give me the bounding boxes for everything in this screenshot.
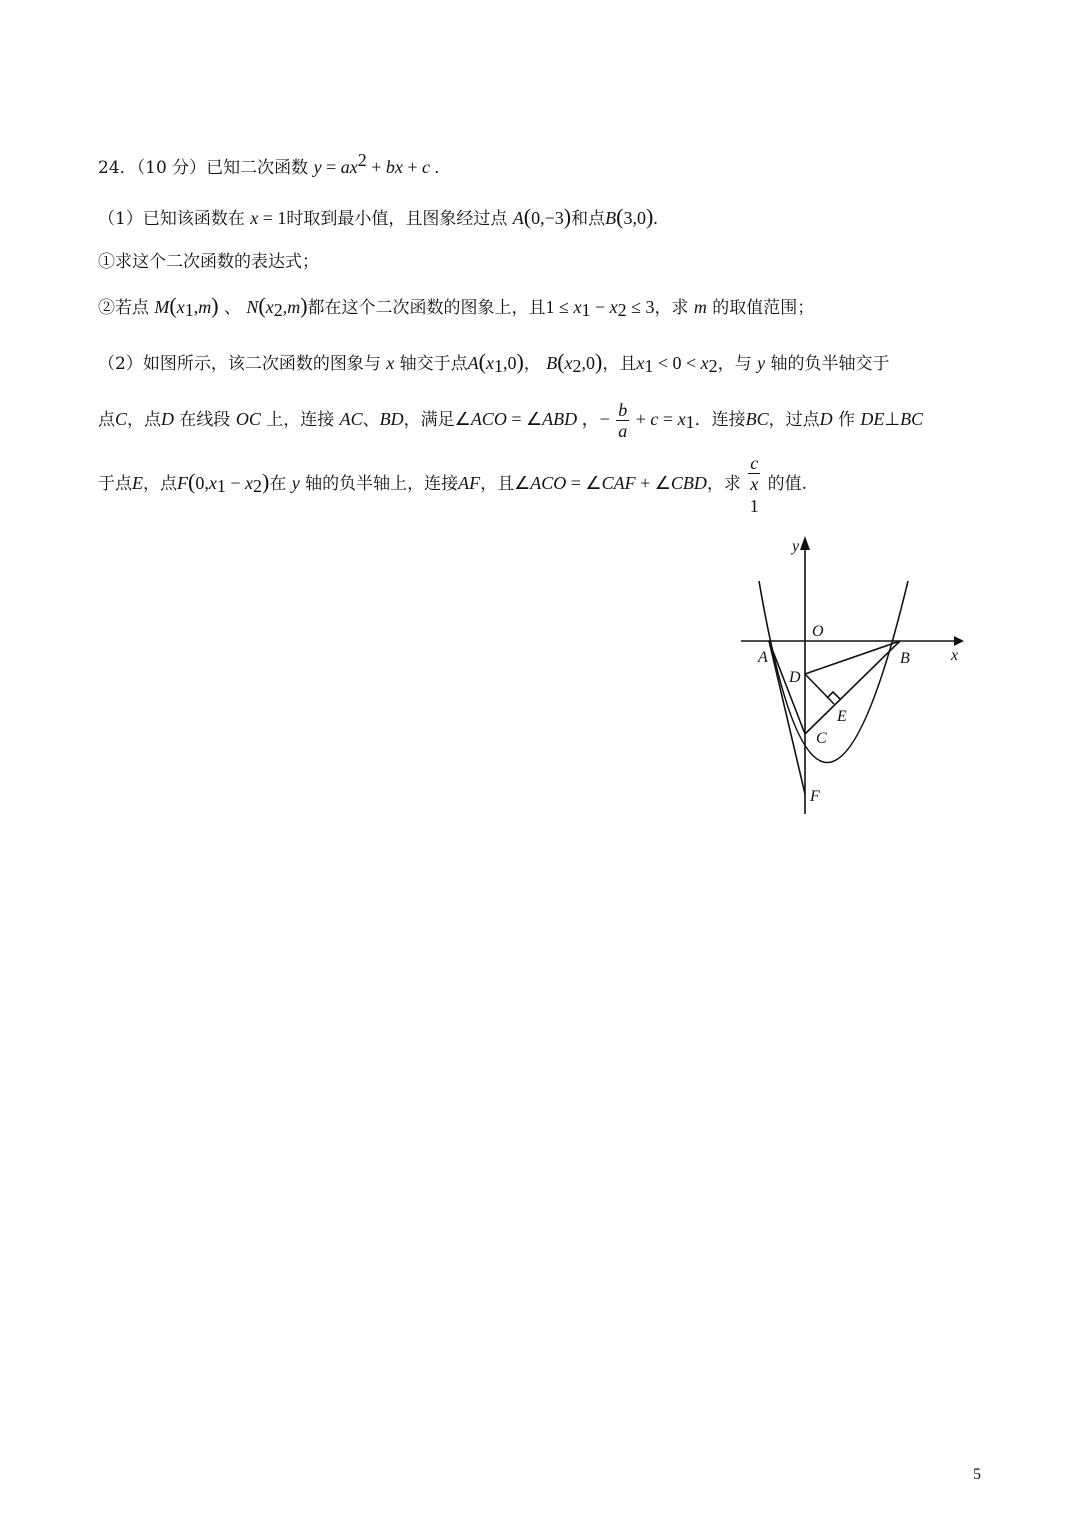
label-E: E	[837, 708, 847, 725]
q2-c: ，求	[654, 298, 689, 318]
part1-line: （1）已知该函数在 x = 1时取到最小值，且图象经过点 A(0,−3)和点B(3,0).	[98, 204, 658, 229]
p2-l1-b: 轴交于点	[399, 354, 468, 374]
p2-l3-c: 在	[269, 474, 287, 494]
label-y: y	[792, 538, 800, 555]
parabola-figure	[736, 534, 976, 824]
fraction-c-over-x1: c x $_1$	[749, 453, 759, 516]
part2-line2: 点C，点D 在线段 OC 上，连接 AC、BD，满足∠ACO = ∠ABD ，− $\frac{b}{a}$ + $c = x_1$．连接BC，过点D 作 DE⊥BC	[98, 400, 924, 441]
part2-line3: 于点E，点$F(0,x_1 - x_2)$在 y 轴的负半轴上，连接AF，且∠ACO = ∠CAF + ∠CBD，求 c x $_1$ 的值.	[98, 453, 808, 516]
header-text: 24．（10 分）已知二次函数	[98, 158, 309, 178]
p2-l3-f: ，求	[706, 474, 741, 494]
label-F: F	[810, 788, 820, 805]
p2-l2-g: ．连接	[694, 410, 746, 430]
part1-mid: 时取到最小值，且图象经过点	[286, 209, 508, 229]
label-O: O	[812, 623, 824, 640]
label-D: D	[789, 669, 801, 686]
label-C: C	[816, 730, 827, 747]
p2-l2-e: 、	[362, 410, 380, 430]
part1-and: 和点	[571, 209, 606, 229]
question-2: ②若点 $M(x_1,m)$ 、 $N(x_2,m)$都在这个二次函数的图象上，且$1 \le x_1 - x_2 \le 3$，求 m 的取值范围；	[98, 293, 815, 320]
p2-l2-b: ，点	[127, 410, 162, 430]
p2-l2-c: 在线段	[179, 410, 231, 430]
page-number: 5	[973, 1466, 981, 1483]
p2-l2-h: ，过点	[768, 410, 820, 430]
p2-l2-i: 作	[838, 410, 855, 430]
p2-l3-a: 于点	[98, 474, 132, 494]
q2-a: ②若点	[98, 298, 149, 318]
p2-l1-e: 轴的负半轴交于	[770, 354, 890, 374]
p2-l3-e: ，且	[480, 474, 515, 494]
segment-BC	[805, 641, 900, 734]
y-axis-arrow	[800, 536, 810, 550]
p2-l1-d: ，与	[717, 354, 752, 374]
p2-l1-c: ，且	[602, 354, 637, 374]
x-axis-arrow	[954, 636, 964, 646]
p2-l2-d: 上，连接	[266, 410, 335, 430]
q2-sep: 、	[223, 298, 241, 318]
p2-l2-f: ，满足	[403, 410, 455, 430]
part2-line1: （2）如图所示，该二次函数的图象与 x 轴交于点$A(x_1,0)$， $B(x_2,0)$，且$x_1 < 0 < x_2$，与 y 轴的负半轴交于	[98, 349, 890, 376]
p2-l3-g: 的值.	[767, 474, 808, 494]
p2-l1-a: （2）如图所示，该二次函数的图象与	[98, 354, 381, 374]
label-A: A	[758, 649, 768, 666]
q2-b: 都在这个二次函数的图象上，且	[307, 298, 546, 318]
p2-l3-b: ，点	[143, 474, 177, 494]
segment-AF	[769, 641, 805, 794]
part1-text: （1）已知该函数在	[98, 209, 245, 229]
p2-l2-a: 点	[98, 410, 115, 430]
p2-l3-d: 轴的负半轴上，连接	[305, 474, 459, 494]
q2-m: m	[693, 297, 707, 317]
label-x: x	[951, 647, 959, 664]
segment-DE	[805, 674, 834, 704]
problem-header: 24．（10 分）已知二次函数 $y = ax^2$ + bx + c .	[98, 150, 440, 178]
header-formula: y	[313, 157, 322, 177]
fraction-b-over-a: $\frac{b}{a}$	[618, 400, 628, 441]
question-1: ①求这个二次函数的表达式；	[98, 252, 319, 272]
q2-d: 的取值范围；	[712, 298, 815, 318]
label-B: B	[900, 650, 910, 667]
segment-BD	[805, 641, 900, 674]
